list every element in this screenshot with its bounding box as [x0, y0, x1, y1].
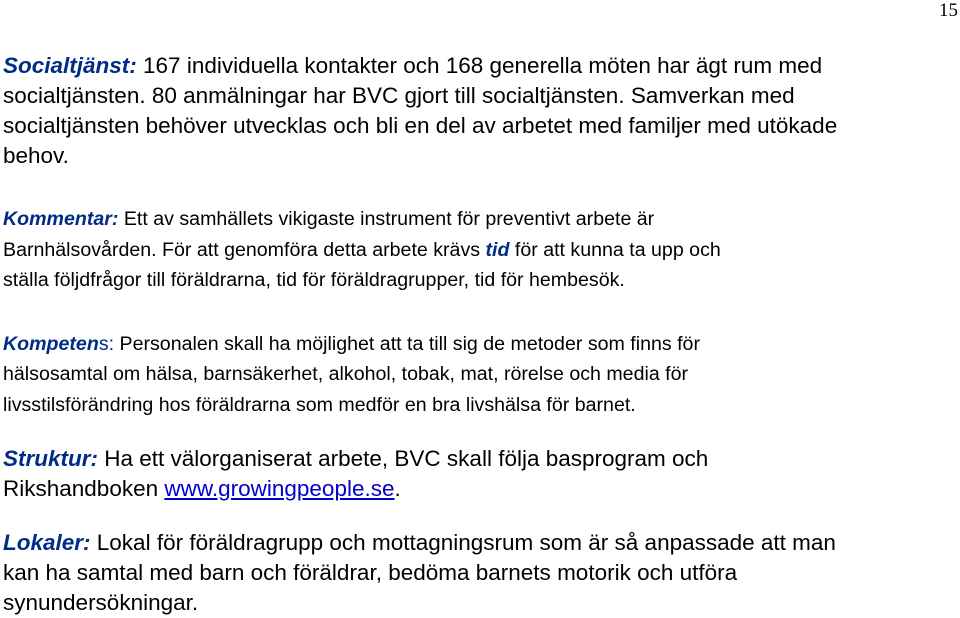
heading-socialtjanst: Socialtjänst:	[3, 53, 137, 78]
text-fragment: .	[394, 476, 401, 501]
heading-lokaler: Lokaler:	[3, 530, 91, 555]
document-body	[3, 51, 953, 618]
page-number: 15	[939, 0, 958, 21]
heading-struktur: Struktur:	[3, 446, 98, 471]
heading-kommentar: Kommentar:	[3, 208, 119, 230]
text-fragment: Rikshandboken	[3, 476, 165, 501]
text-line: socialtjänsten behöver utvecklas och bli en del av arbetet med familjer med utökade	[3, 113, 838, 138]
text-fragment: Ett av samhällets vikigaste instrument för preventivt arbete är	[118, 208, 655, 230]
heading-kompetens: Kompeten	[3, 332, 99, 355]
text-fragment: Ha ett välorganiserat arbete, BVC skall följa basprogram och	[98, 446, 709, 471]
text-line: hälsosamtal om hälsa, barnsäkerhet, alkohol, tobak, mat, rörelse och media för	[3, 363, 689, 385]
text-line: socialtjänsten. 80 anmälningar har BVC gjort till socialtjänsten. Samverkan med	[3, 83, 795, 108]
text-line: synundersökningar.	[3, 590, 199, 615]
paragraph-kompetens	[3, 329, 953, 421]
text-fragment: Lokal för föräldragrupp och mottagningsrum som är så anpassade att man	[90, 530, 836, 555]
text-line: behov.	[3, 143, 69, 168]
text-line	[3, 528, 953, 558]
paragraph-socialtjanst	[3, 51, 953, 171]
paragraph-struktur	[3, 444, 953, 504]
text-line	[3, 329, 953, 360]
text-fragment: 167 individuella kontakter och 168 generella möten har ägt rum med	[136, 53, 823, 78]
text-line	[3, 474, 953, 504]
text-line	[3, 204, 953, 235]
emphasis-tid: tid	[485, 238, 510, 261]
text-line	[3, 51, 953, 81]
text-line: ställa följdfrågor till föräldrarna, tid för föräldragrupper, tid för hembesök.	[3, 269, 625, 291]
heading-kompetens-suffix: s:	[98, 332, 115, 355]
text-fragment: Personalen skall ha möjlighet att ta till sig de metoder som finns för	[114, 332, 700, 355]
text-fragment: Barnhälsovården. För att genomföra detta arbete krävs	[3, 238, 486, 261]
text-line: livsstilsförändring hos föräldrarna som medför en bra livshälsa för barnet.	[3, 393, 636, 416]
text-line	[3, 235, 953, 266]
paragraph-kommentar	[3, 204, 953, 296]
paragraph-lokaler	[3, 528, 953, 618]
text-line	[3, 444, 953, 474]
growingpeople-link[interactable]: www.growingpeople.se	[164, 476, 395, 501]
text-line: kan ha samtal med barn och föräldrar, bedöma barnets motorik och utföra	[3, 560, 738, 585]
text-fragment: för att kunna ta upp och	[509, 238, 721, 261]
